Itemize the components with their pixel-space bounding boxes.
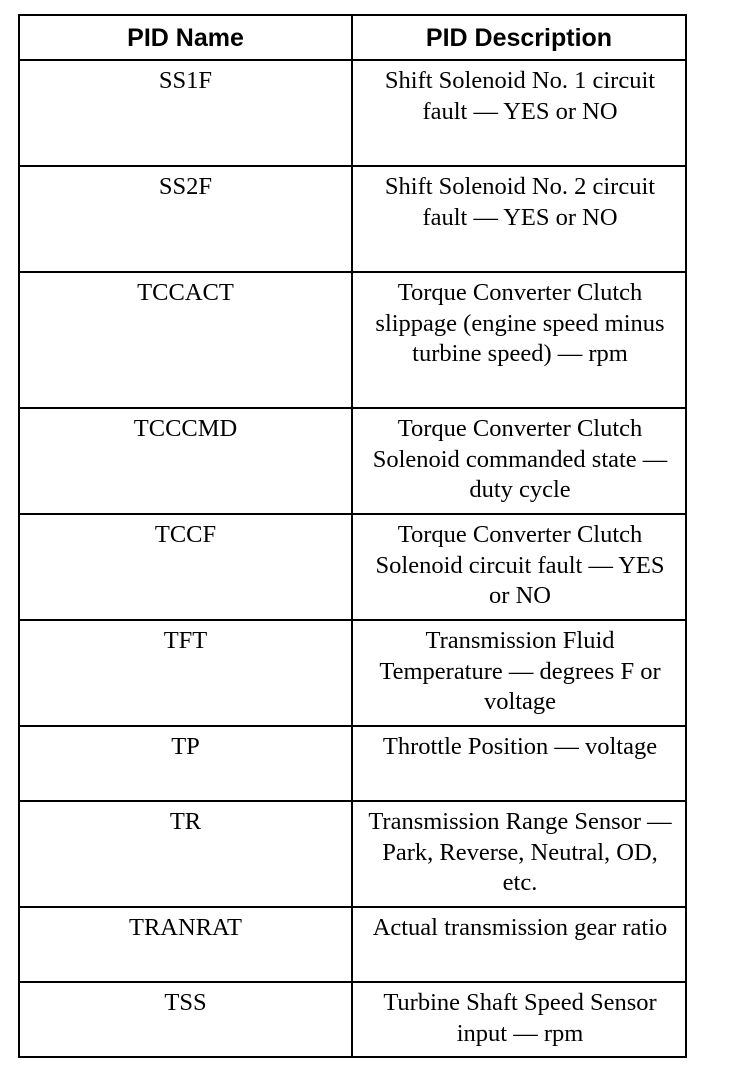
pid-name-cell: TRANRAT [19, 907, 352, 982]
table-row [19, 272, 686, 408]
pid-name-cell: SS2F [19, 166, 352, 272]
table-row [19, 907, 686, 982]
pid-name-cell: TR [19, 801, 352, 907]
column-header-pid-description: PID Description [352, 15, 686, 60]
table-row [19, 801, 686, 907]
pid-description-cell: Turbine Shaft Speed Sensor input — rpm [352, 982, 686, 1057]
column-header-pid-name: PID Name [19, 15, 352, 60]
table-row [19, 408, 686, 514]
table-row [19, 514, 686, 620]
pid-name-cell: TCCF [19, 514, 352, 620]
table-row [19, 166, 686, 272]
pid-description-cell: Actual transmission gear ratio [352, 907, 686, 982]
pid-name-cell: TSS [19, 982, 352, 1057]
table-row [19, 620, 686, 726]
pid-name-cell: TP [19, 726, 352, 801]
pid-name-cell: TFT [19, 620, 352, 726]
pid-name-cell: TCCACT [19, 272, 352, 408]
table-header-row [19, 15, 686, 60]
table-row [19, 60, 686, 166]
pid-table [18, 14, 687, 1058]
pid-description-cell: Transmission Range Sensor — Park, Reverse, Neutral, OD, etc. [352, 801, 686, 907]
pid-description-cell: Throttle Position — voltage [352, 726, 686, 801]
pid-description-cell: Shift Solenoid No. 1 circuit fault — YES or NO [352, 60, 686, 166]
pid-description-cell: Torque Converter Clutch Solenoid commanded state — duty cycle [352, 408, 686, 514]
pid-description-cell: Torque Converter Clutch slippage (engine speed minus turbine speed) — rpm [352, 272, 686, 408]
pid-name-cell: TCCCMD [19, 408, 352, 514]
table-row [19, 982, 686, 1057]
pid-description-cell: Transmission Fluid Temperature — degrees F or voltage [352, 620, 686, 726]
pid-description-cell: Torque Converter Clutch Solenoid circuit fault — YES or NO [352, 514, 686, 620]
table-row [19, 726, 686, 801]
pid-name-cell: SS1F [19, 60, 352, 166]
pid-description-cell: Shift Solenoid No. 2 circuit fault — YES or NO [352, 166, 686, 272]
